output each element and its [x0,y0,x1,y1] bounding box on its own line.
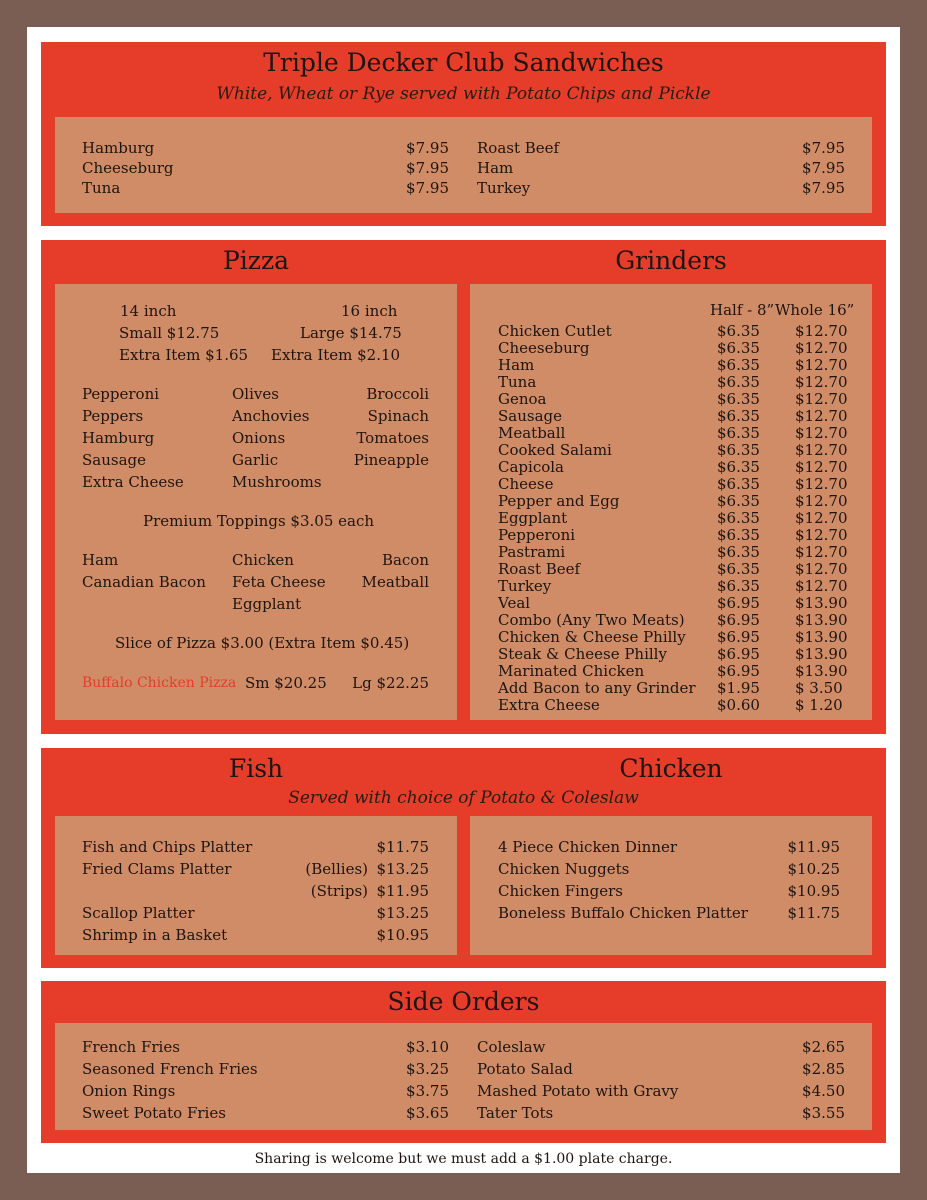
premium-topping: Chicken [232,551,294,569]
grinder-name: Combo (Any Two Meats) [498,611,685,629]
pizza-size-14: 14 inch [120,302,177,320]
grinder-half: $6.95 [717,611,760,629]
grinder-row [498,578,878,595]
list-item: French Fries $3.10 [82,1038,449,1056]
list-item: Hamburg $7.95 [82,139,449,157]
grinder-whole: $12.70 [795,492,848,510]
chicken-title: Chicken [619,754,723,783]
grinder-row [498,357,878,374]
fish-item-name: Scallop Platter [82,904,195,922]
grinder-row [498,459,878,476]
grinder-whole: $12.70 [795,526,848,544]
grinder-row [498,629,878,646]
grinder-row [498,442,878,459]
plate-charge-note: Sharing is welcome but we must add a $1.00 plate charge. [254,1151,673,1167]
grinder-whole: $12.70 [795,424,848,442]
grinder-row [498,408,878,425]
grinder-name: Capicola [498,458,564,476]
grinder-name: Cheeseburg [498,339,590,357]
grinder-row [498,510,878,527]
grinder-whole: $12.70 [795,577,848,595]
fish-item-price: $13.25 [376,860,429,878]
list-item: Cheeseburg $7.95 [82,159,449,177]
grinder-half: $6.35 [717,373,760,391]
grinder-whole: $13.90 [795,628,848,646]
list-item: Chicken Fingers $10.95 [498,882,840,900]
grinder-row [498,561,878,578]
grinder-whole: $13.90 [795,594,848,612]
list-item: 4 Piece Chicken Dinner $11.95 [498,838,840,856]
grinder-row [498,527,878,544]
sandwiches-title: Triple Decker Club Sandwiches [263,48,664,77]
premium-toppings-heading: Premium Toppings $3.05 each [143,512,375,530]
grinder-name: Steak & Cheese Philly [498,645,667,663]
grinders-half-header: Half - 8” [710,301,775,319]
grinder-whole: $12.70 [795,407,848,425]
topping: Hamburg [82,429,155,447]
grinder-whole: $12.70 [795,339,848,357]
fish-item-note: (Bellies) [305,860,368,878]
list-item: Tuna $7.95 [82,179,449,197]
list-item: Ham $7.95 [477,159,845,177]
premium-topping: Meatball [361,573,429,591]
pizza-small-price: Small $12.75 [119,324,220,342]
fish-list [55,816,457,955]
grinder-half: $6.95 [717,662,760,680]
menu-sheet [27,27,900,1173]
grinder-row [498,340,878,357]
topping: Sausage [82,451,146,469]
topping: Pineapple [353,451,429,469]
grinder-name: Genoa [498,390,547,408]
grinder-name: Turkey [498,577,552,595]
grinder-row [498,544,878,561]
fish-item-name: Shrimp in a Basket [82,926,228,944]
grinder-half: $6.35 [717,560,760,578]
grinder-half: $6.35 [717,407,760,425]
grinder-half: $6.35 [717,339,760,357]
grinder-row [498,697,878,714]
grinders-whole-header: Whole 16” [775,301,855,319]
side-orders-title: Side Orders [387,987,540,1016]
list-item: Chicken Nuggets $10.25 [498,860,840,878]
grinder-whole: $12.70 [795,441,848,459]
pizza-title: Pizza [222,246,290,275]
grinder-row [498,595,878,612]
topping: Onions [232,429,286,447]
grinder-half: $1.95 [717,679,760,697]
sandwiches-subtitle: White, Wheat or Rye served with Potato Chips and Pickle [216,84,711,104]
sandwiches-list [55,117,872,213]
grinder-half: $6.35 [717,526,760,544]
fish-item-name: Fried Clams Platter [82,860,232,878]
grinder-name: Cooked Salami [498,441,612,459]
grinder-half: $6.95 [717,594,760,612]
grinder-name: Pepper and Egg [498,492,620,510]
fish-item-price: $11.95 [376,882,429,900]
grinder-name: Chicken Cutlet [498,322,612,340]
topping: Spinach [367,407,429,425]
grinder-name: Sausage [498,407,562,425]
grinder-whole: $12.70 [795,475,848,493]
grinder-whole: $12.70 [795,322,848,340]
grinder-whole: $12.70 [795,373,848,391]
grinders-title: Grinders [615,246,727,275]
grinder-name: Eggplant [498,509,568,527]
grinder-name: Roast Beef [498,560,581,578]
list-item: Tater Tots $3.55 [477,1104,845,1122]
grinder-row [498,476,878,493]
grinder-whole: $13.90 [795,645,848,663]
fish-chicken-subtitle: Served with choice of Potato & Coleslaw [288,788,639,808]
topping: Olives [232,385,279,403]
grinder-name: Ham [498,356,535,374]
topping: Pepperoni [82,385,160,403]
pizza-slice-price: Slice of Pizza $3.00 (Extra Item $0.45) [115,634,410,652]
fish-item-price: $13.25 [376,904,429,922]
grinder-half: $6.35 [717,458,760,476]
grinder-row [498,680,878,697]
grinder-half: $6.35 [717,577,760,595]
list-item: Mashed Potato with Gravy $4.50 [477,1082,845,1100]
list-item: Turkey $7.95 [477,179,845,197]
buffalo-chicken-pizza-small: Sm $20.25 [245,674,327,692]
grinder-name: Pepperoni [498,526,576,544]
grinder-name: Extra Cheese [498,696,600,714]
grinder-half: $6.35 [717,509,760,527]
grinder-name: Pastrami [498,543,566,561]
grinder-name: Marinated Chicken [498,662,645,680]
fish-item-price: $11.75 [376,838,429,856]
topping: Broccoli [366,385,429,403]
pizza-large-price: Large $14.75 [300,324,402,342]
sandwiches-panel [41,42,886,226]
grinder-whole: $12.70 [795,543,848,561]
buffalo-chicken-pizza-label: Buffalo Chicken Pizza [82,675,237,691]
grinder-whole: $ 1.20 [795,696,843,714]
grinder-half: $6.35 [717,322,760,340]
grinder-whole: $12.70 [795,560,848,578]
topping: Anchovies [232,407,310,425]
grinder-half: $6.95 [717,628,760,646]
grinder-name: Veal [498,594,531,612]
grinder-half: $6.35 [717,543,760,561]
fish-title: Fish [228,754,284,783]
grinder-name: Meatball [498,424,566,442]
grinder-row [498,612,878,629]
side-orders-panel [41,981,886,1143]
premium-topping: Bacon [381,551,429,569]
pizza-grinders-panel [41,240,886,734]
grinder-whole: $13.90 [795,611,848,629]
grinder-whole: $12.70 [795,356,848,374]
premium-topping: Ham [82,551,119,569]
fish-item-note: (Strips) [310,882,368,900]
topping: Peppers [82,407,144,425]
grinder-half: $0.60 [717,696,760,714]
pizza-extra-16: Extra Item $2.10 [271,346,401,364]
buffalo-chicken-pizza-large: Lg $22.25 [352,674,429,692]
grinder-half: $6.35 [717,492,760,510]
list-item: Boneless Buffalo Chicken Platter $11.75 [498,904,840,922]
grinder-half: $6.35 [717,390,760,408]
grinder-half: $6.35 [717,424,760,442]
grinder-whole: $13.90 [795,662,848,680]
grinder-whole: $12.70 [795,509,848,527]
grinder-whole: $ 3.50 [795,679,843,697]
premium-topping: Feta Cheese [232,573,326,591]
grinder-row [498,663,878,680]
topping: Extra Cheese [82,473,184,491]
grinder-whole: $12.70 [795,390,848,408]
list-item: Coleslaw $2.65 [477,1038,845,1056]
grinder-half: $6.95 [717,645,760,663]
fish-item-price: $10.95 [376,926,429,944]
list-item: Roast Beef $7.95 [477,139,845,157]
pizza-extra-14: Extra Item $1.65 [119,346,249,364]
grinder-name: Cheese [498,475,554,493]
grinder-row [498,374,878,391]
grinder-name: Add Bacon to any Grinder [498,679,696,697]
grinder-half: $6.35 [717,356,760,374]
grinder-row [498,391,878,408]
grinder-row [498,323,878,340]
list-item: Sweet Potato Fries $3.65 [82,1104,449,1122]
fish-chicken-panel [41,748,886,968]
pizza-list [55,284,457,720]
grinder-half: $6.35 [717,475,760,493]
grinder-name: Chicken & Cheese Philly [498,628,686,646]
grinder-whole: $12.70 [795,458,848,476]
chicken-list [470,816,872,955]
list-item: Seasoned French Fries $3.25 [82,1060,449,1078]
list-item: Potato Salad $2.85 [477,1060,845,1078]
grinder-row [498,493,878,510]
grinder-name: Tuna [498,373,537,391]
grinder-row [498,425,878,442]
topping: Garlic [232,451,279,469]
fish-item-name: Fish and Chips Platter [82,838,253,856]
grinder-row [498,646,878,663]
topping: Tomatoes [356,429,429,447]
pizza-size-16: 16 inch [341,302,398,320]
premium-topping: Eggplant [232,595,302,613]
grinders-list [470,284,872,720]
grinder-half: $6.35 [717,441,760,459]
premium-topping: Canadian Bacon [82,573,206,591]
list-item: Onion Rings $3.75 [82,1082,449,1100]
topping: Mushrooms [232,473,322,491]
side-orders-list [55,1023,872,1130]
